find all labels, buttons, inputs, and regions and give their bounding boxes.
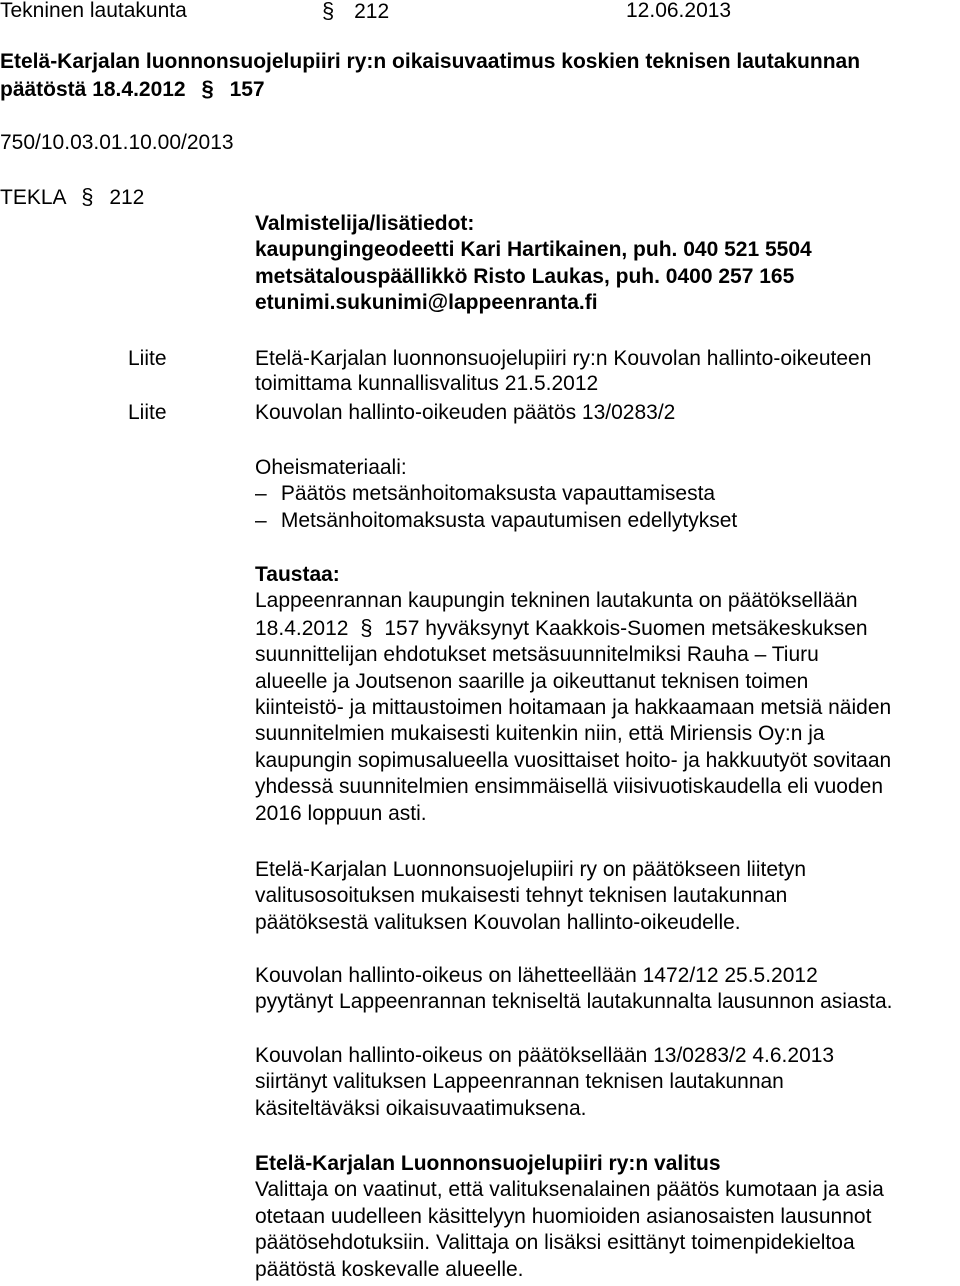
- paragraph-line: yhdessä suunnitelmien ensimmäisellä viisivuotiskaudella eli vuoden: [255, 775, 884, 799]
- meeting-date: 12.06.2013: [626, 0, 732, 22]
- attachment-1-line-1: Etelä-Karjalan luonnonsuojelupiiri ry:n Kouvolan hallinto-oikeuteen: [255, 347, 872, 370]
- paragraph-line: alueelle ja Joutsenon saarille ja oikeuttanut teknisen toimen: [255, 669, 809, 693]
- tekla-line: [0, 184, 144, 211]
- appeal-block: [255, 1151, 884, 1283]
- paragraph-line: pyytänyt Lappeenrannan tekniseltä lautakunnalta lausunnon asiasta.: [255, 990, 893, 1014]
- paragraph-line: 2016 loppuun asti.: [255, 801, 427, 825]
- paragraph-line: Kouvolan hallinto-oikeus on päätöksellään 13/0283/2 4.6.2013: [255, 1044, 835, 1067]
- paragraph-line: [255, 615, 891, 642]
- committee-name: Tekninen lautakunta: [0, 0, 187, 22]
- supplementary-item-text: Metsänhoitomaksusta vapautumisen edellytykset: [280, 508, 738, 532]
- record-number: 750/10.03.01.10.00/2013: [0, 131, 234, 154]
- appeal-heading: Etelä-Karjalan Luonnonsuojelupiiri ry:n valitus: [255, 1152, 721, 1175]
- section-symbol: §: [360, 614, 373, 640]
- preparer-block: [255, 211, 812, 317]
- tekla-section-symbol: §: [81, 184, 94, 209]
- paragraph-line: suunnittelijan ehdotukset metsäsuunnitelmiksi Rauha – Tiuru: [255, 643, 819, 667]
- paragraph-line: Valittaja on vaatinut, että valituksenalainen päätös kumotaan ja asia: [255, 1178, 884, 1202]
- preparer-email: etunimi.sukunimi@lappeenranta.fi: [255, 291, 598, 315]
- supplementary-block: [255, 455, 737, 534]
- supplementary-item: [255, 508, 737, 534]
- paragraph-line: kaupungin sopimusalueella vuosittaiset hoito- ja hakkuutyöt sovitaan: [255, 748, 892, 772]
- paragraph-line: päätöksestä valituksen Kouvolan hallinto-oikeudelle.: [255, 910, 741, 934]
- background-block: [255, 562, 891, 827]
- paragraph-line: päätöstä koskevalle alueelle.: [255, 1257, 524, 1281]
- paragraph-line: valitusosoituksen mukaisesti tehnyt teknisen lautakunnan: [255, 884, 788, 908]
- attachment-label-1: Liite: [128, 347, 167, 370]
- background-paragraph-2: [255, 857, 806, 936]
- dash-bullet: –: [255, 508, 267, 532]
- paragraph-line: suunnitelmien mukaisesti kuitenkin niin, että Miriensis Oy:n ja: [255, 722, 825, 746]
- title-line-1: Etelä-Karjalan luonnonsuojelupiiri ry:n oikaisuvaatimus koskien teknisen lautakunnan: [0, 50, 861, 73]
- title-section-symbol: §: [201, 76, 214, 101]
- paragraph-line: käsiteltäväksi oikaisuvaatimuksena.: [255, 1096, 587, 1120]
- preparer-line-1: kaupungingeodeetti Kari Hartikainen, puh. 040 521 5504: [255, 238, 812, 262]
- dash-bullet: –: [255, 482, 267, 506]
- supplementary-heading: Oheismateriaali:: [255, 456, 407, 479]
- background-heading: Taustaa:: [255, 563, 340, 586]
- supplementary-item-text: Päätös metsänhoitomaksusta vapauttamisesta: [280, 482, 716, 506]
- attachment-1-line-2: toimittama kunnallisvalitus 21.5.2012: [255, 372, 599, 395]
- supplementary-item: [255, 481, 737, 507]
- preparer-heading: Valmistelija/lisätiedot:: [255, 212, 475, 235]
- tekla-label: TEKLA: [0, 186, 66, 209]
- background-paragraph-4: [255, 1043, 834, 1122]
- paragraph-line: Lappeenrannan kaupungin tekninen lautakunta on päätöksellään: [255, 589, 858, 613]
- paragraph-line: siirtänyt valituksen Lappeenrannan teknisen lautakunnan: [255, 1070, 784, 1094]
- preparer-line-2: metsätalouspäällikkö Risto Laukas, puh. 0400 257 165: [255, 264, 795, 288]
- paragraph-line: kiinteistö- ja mittaustoimen hoitamaan ja hakkaamaan metsiä näiden: [255, 696, 892, 720]
- attachment-2-line-1: Kouvolan hallinto-oikeuden päätös 13/0283/2: [255, 401, 676, 424]
- title-section-number: 157: [229, 78, 265, 101]
- section-number: [322, 0, 389, 25]
- background-paragraph-3: [255, 963, 892, 1016]
- paragraph-line: Etelä-Karjalan Luonnonsuojelupiiri ry on päätökseen liitetyn: [255, 858, 807, 881]
- title-line-2: [0, 76, 265, 103]
- attachment-label-2: Liite: [128, 401, 167, 424]
- tekla-section-number: 212: [109, 186, 145, 209]
- paragraph-line: otetaan uudelleen käsittelyyn huomioiden asianosaisten lausunnot: [255, 1204, 872, 1228]
- attachment-1: [255, 346, 871, 396]
- date-text: 18.4.2012: [255, 616, 349, 640]
- section-number-value: 212: [354, 0, 390, 23]
- section-symbol: §: [322, 0, 335, 23]
- paragraph-line: Kouvolan hallinto-oikeus on lähetteellään 1472/12 25.5.2012: [255, 964, 818, 987]
- title-line-2-text: päätöstä 18.4.2012: [0, 78, 186, 101]
- paragraph-text: 157 hyväksynyt Kaakkois-Suomen metsäkeskuksen: [384, 616, 868, 640]
- paragraph-line: päätösehdotuksiin. Valittaja on lisäksi esittänyt toimenpidekieltoa: [255, 1231, 855, 1255]
